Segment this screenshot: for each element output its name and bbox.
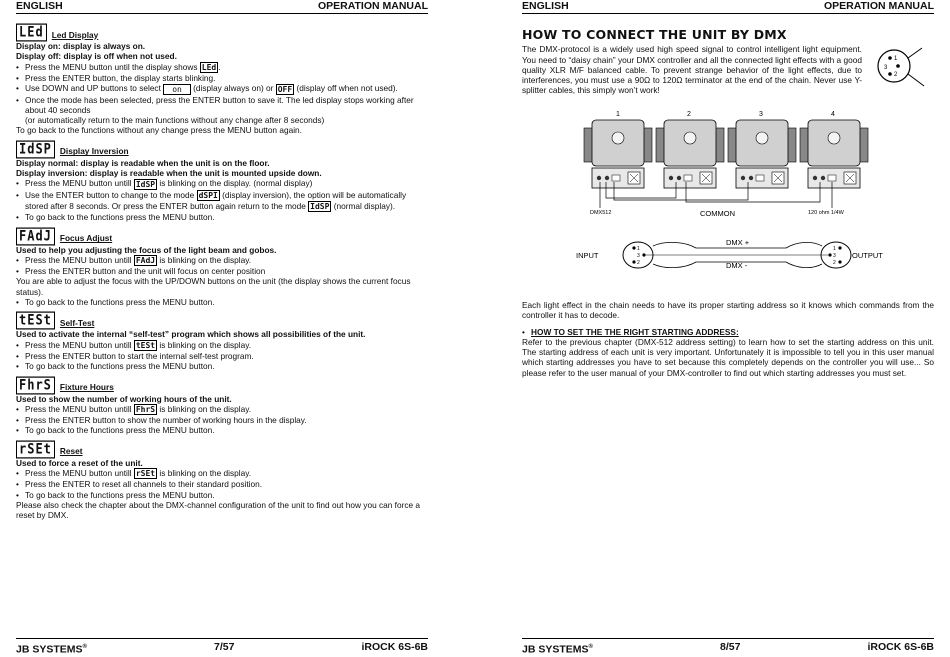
- section-title: Display Inversion: [59, 146, 129, 157]
- lcd-inline: IdSP: [310, 202, 330, 212]
- dmx512-label: DMX512: [590, 210, 612, 216]
- pin-label: 3: [833, 253, 836, 259]
- footer-model: iROCK 6S-6B: [361, 641, 428, 653]
- text-line: Display normal: display is readable when the unit is on the floor.: [16, 157, 270, 168]
- bullet-item: • Press the MENU button untill FAdJ is blinking on the display.: [16, 255, 428, 266]
- section-title: Fixture Hours: [59, 382, 114, 393]
- lcd-disp: IdSP: [16, 140, 55, 158]
- bullet-item: • To go back to the functions press the MENU button.: [16, 297, 428, 307]
- right-page: [522, 0, 934, 654]
- page-footer: [16, 638, 428, 657]
- pin-label: 3: [884, 65, 888, 71]
- text-line: (or automatically return to the main functions without any change after 8 seconds): [25, 115, 325, 126]
- unit-number: 3: [759, 111, 763, 118]
- left-page: [16, 0, 428, 654]
- pin-label: 1: [637, 246, 640, 252]
- output-label: OUTPUT: [852, 251, 883, 260]
- footer-page-number: 8/57: [720, 641, 741, 653]
- text-line: Used to force a reset of the unit.: [16, 457, 143, 468]
- section-display-inversion: [16, 139, 428, 223]
- bullet-item: • To go back to the functions press the MENU button.: [16, 425, 428, 435]
- lcd-inline: FAdJ: [135, 256, 156, 266]
- text-line: Please also check the chapter about the DMX-channel configuration of the unit to find out how you can force a reset by DMX.: [16, 499, 421, 521]
- bullet-item: • Press the MENU button untill rSEt is blinking on the display.: [16, 468, 428, 479]
- bullet-item: • To go back to the functions press the MENU button.: [16, 361, 428, 371]
- text-line: Used to show the number of working hours of the unit.: [16, 393, 232, 404]
- footer-brand: JB SYSTEMS®: [16, 643, 87, 656]
- section-title: Focus Adjust: [59, 233, 113, 244]
- lcd-led: LEd: [16, 24, 47, 42]
- bullet-item: • Press the MENU button until the display shows LEd .: [16, 62, 428, 73]
- xlr-connector-icon: [872, 44, 934, 90]
- header-title: OPERATION MANUAL: [823, 0, 934, 12]
- text-line: You are able to adjust the focus with the UP/DOWN buttons on the unit (the display shows the current focus status).: [16, 276, 411, 297]
- section-self-test: [16, 310, 428, 371]
- pin-label: 2: [833, 260, 836, 266]
- lcd-reset: rSEt: [16, 440, 55, 458]
- bullet-item: [522, 327, 934, 337]
- fixture-2: [656, 120, 724, 188]
- bullet-item: • Press the ENTER to reset all channels to their standard position.: [16, 479, 428, 489]
- section-title: Reset: [59, 446, 83, 457]
- pin-label: 2: [894, 72, 898, 78]
- intro-paragraph: The DMX-protocol is a widely used high speed signal to control intelligent light equipment. You need to “daisy chain” your DMX controller and all the connected light effects with a good quality XLR M/F balanced cable. To prevent strange behavior of the light effects, due to interferences, you must use a 90Ω to 120Ω terminator at the end of the chain. Never use Y-splitter cables, this simply won’t work!: [522, 44, 862, 96]
- text-line: To go back to the functions without any change press the MENU button again.: [16, 125, 302, 136]
- lcd-inline: OFF: [277, 84, 293, 94]
- bullet-item: • To go back to the functions press the MENU button.: [16, 490, 428, 500]
- common-label: COMMON: [700, 209, 735, 218]
- footer-brand: JB SYSTEMS®: [522, 643, 593, 656]
- lcd-inline: LEd: [201, 62, 217, 72]
- lcd-inline: IdSP: [135, 179, 156, 189]
- page-header: [16, 0, 428, 14]
- pin-label: 1: [833, 246, 836, 252]
- dmx-minus-label: DMX -: [726, 261, 748, 270]
- bullet-item: • Press the MENU button untill IdSP is blinking on the display. (normal display): [16, 178, 428, 189]
- bullet-item: • Press the MENU button untill FhrS is blinking on the display.: [16, 404, 428, 415]
- header-language: ENGLISH: [522, 0, 569, 12]
- dmx-cable: [576, 238, 883, 270]
- terminator-label: 120 ohm 1/4W: [808, 210, 844, 216]
- unit-number: 4: [831, 111, 835, 118]
- pin-label: 1: [894, 56, 898, 62]
- page-title: HOW TO CONNECT THE UNIT BY DMX: [522, 27, 787, 42]
- fixture-1: [584, 120, 652, 188]
- bullet-item: • Press the ENTER button and the unit will focus on center position: [16, 266, 428, 276]
- lcd-inline: on: [163, 84, 191, 95]
- fixture-3: [728, 120, 796, 188]
- fixture-4: [800, 120, 868, 188]
- section-title: Self-Test: [59, 318, 95, 329]
- footer-model: iROCK 6S-6B: [867, 641, 934, 653]
- bullet-item: • Use the ENTER button to change to the mode dSPI (display inversion), the option will be automatically stored after 8 seconds. Or press the ENTER button again return to the mode IdSP (normal display).: [16, 190, 428, 213]
- page-footer: [522, 638, 934, 657]
- right-lower-body: [522, 300, 934, 378]
- bullet-item: • Use DOWN and UP buttons to select on (display always on) or OFF (display off when not used).: [16, 83, 428, 94]
- section-reset: [16, 439, 428, 521]
- bullet-item: • To go back to the functions press the MENU button.: [16, 212, 428, 222]
- text-line: Display inversion: display is readable when the unit is mounted upside down.: [16, 168, 322, 178]
- footer-page-number: 7/57: [214, 641, 235, 653]
- unit-number: 1: [616, 111, 620, 118]
- dmx-chain-diagram: [576, 108, 883, 270]
- lcd-test: tESt: [16, 312, 55, 330]
- lcd-inline: FhrS: [135, 405, 156, 415]
- lcd-hours: FhrS: [16, 376, 55, 394]
- unit-number: 2: [687, 111, 691, 118]
- bullet-item: • Press the MENU button untill tESt is blinking on the display.: [16, 340, 428, 351]
- text-line: Used to activate the internal “self-test” program which shows all possibilities of the unit.: [16, 329, 366, 340]
- lcd-inline: rSEt: [135, 469, 156, 479]
- left-page-body: [16, 22, 428, 524]
- section-fixture-hours: [16, 375, 428, 436]
- section-focus-adjust: [16, 226, 428, 308]
- sub-heading: HOW TO SET THE THE RIGHT STARTING ADDRESS:: [531, 326, 739, 337]
- text-line: Display on: display is always on.: [16, 41, 146, 51]
- input-label: INPUT: [576, 251, 599, 260]
- pin-label: 3: [637, 253, 640, 259]
- lcd-focus: FAdJ: [16, 227, 55, 245]
- header-title: OPERATION MANUAL: [317, 0, 428, 12]
- section-title: Led Display: [51, 29, 99, 40]
- bullet-item: • Once the mode has been selected, press the ENTER button to save it. The led display stops working after about 40 seconds: [16, 95, 428, 116]
- dmx-plus-label: DMX +: [726, 238, 750, 247]
- bullet-item: • Press the ENTER button, the display starts blinking.: [16, 73, 428, 83]
- unit-numbers: [616, 111, 835, 118]
- page-header: [522, 0, 934, 14]
- bullet-item: • Press the ENTER button to show the number of working hours in the display.: [16, 415, 428, 425]
- paragraph: Each light effect in the chain needs to have its proper starting address so it knows which commands from the controller it has to decode.: [522, 300, 934, 321]
- header-language: ENGLISH: [16, 0, 63, 12]
- text-line: Used to help you adjusting the focus of the light beam and gobos.: [16, 244, 277, 255]
- bullet-item: • Press the ENTER button to start the internal self-test program.: [16, 351, 428, 361]
- lcd-inline: dSPI: [198, 190, 218, 200]
- section-led-display: [16, 22, 428, 136]
- text-line: Display off: display is off when not used.: [16, 51, 177, 62]
- pin-label: 2: [637, 260, 640, 266]
- lcd-inline: tESt: [135, 340, 156, 350]
- paragraph: Refer to the previous chapter (DMX-512 address setting) to learn how to set the starting address on this unit. The starting address of each unit is very important. Unfortunately it is impossible to tell you in this user manual which starting addresses you have to set because this completely depends on the controller you will use... So please refer to the user manual of your DMX-controller to find out which starting addresses you must set.: [522, 336, 934, 378]
